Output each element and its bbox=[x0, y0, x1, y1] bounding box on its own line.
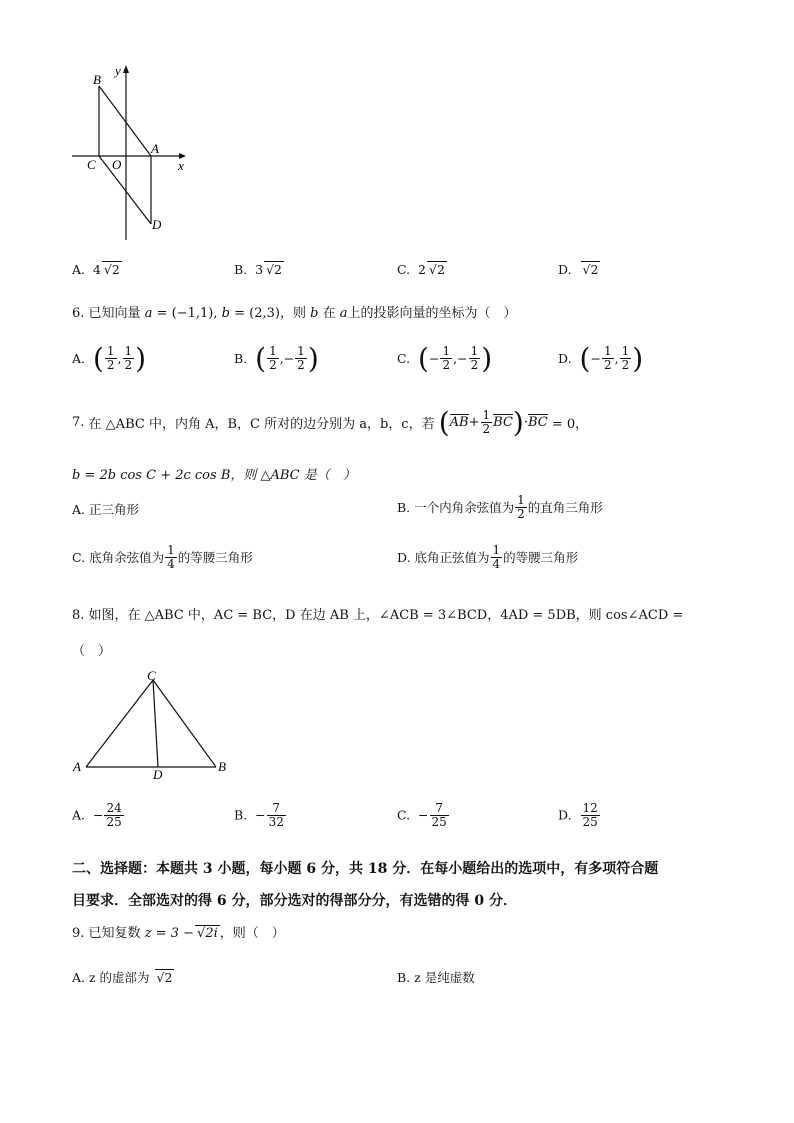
q6-option-d: D. (− $\frac{1}{2}$ , $\frac{1}{2}$ ) bbox=[558, 342, 644, 375]
label-b: B bbox=[93, 72, 101, 87]
section2-line1: 二、选择题：本题共 3 小题，每小题 6 分，共 18 分．在每小题给出的选项中，有多项符合题 bbox=[72, 861, 659, 877]
q7-option-c: C. 底角余弦值为 $\frac{1}{4}$ 的等腰三角形 bbox=[72, 543, 253, 571]
q5-option-a: A. 4 √2 bbox=[72, 262, 120, 277]
figure-coordinate-diagram bbox=[60, 58, 200, 248]
q5-option-b: B. 3 √2 bbox=[234, 262, 282, 277]
q7-stem-line2: b = 2b cos C + 2c cos B，则 △ABC 是（ ） bbox=[72, 468, 356, 483]
label-d: D bbox=[153, 767, 163, 780]
y-axis-arrow-icon bbox=[123, 65, 129, 73]
q8-option-a: A. − $\frac{24}{25}$ bbox=[72, 801, 122, 829]
q6-stem: 6. 已知向量 a = (−1,1), b = (2,3)，则 b 在 a上的投影向量的坐标为（ ） bbox=[72, 306, 517, 321]
label-x: x bbox=[178, 158, 184, 173]
q8-stem-line2: （ ） bbox=[72, 644, 112, 659]
q7-option-b: B. 一个内角余弦值为 $\frac{1}{2}$ 的直角三角形 bbox=[397, 493, 603, 521]
q9-option-a: A. z 的虚部为 √2 bbox=[72, 970, 173, 985]
q7-option-a: A. 正三角形 bbox=[72, 502, 139, 517]
q8-option-b: B. − $\frac{7}{32}$ bbox=[234, 801, 284, 829]
segment-ba bbox=[99, 86, 151, 156]
side-ac bbox=[86, 680, 153, 767]
q8-option-c: C. − $\frac{7}{25}$ bbox=[397, 801, 447, 829]
label-a: A bbox=[151, 141, 159, 156]
sqrt-icon: √2 bbox=[103, 262, 120, 277]
q6-option-b: B. ( $\frac{1}{2}$ ,− $\frac{1}{2}$ ) bbox=[234, 342, 319, 375]
label-a: A bbox=[73, 759, 81, 774]
side-bc bbox=[153, 680, 216, 767]
segment-cd bbox=[153, 680, 158, 767]
label-y: y bbox=[115, 63, 121, 78]
label-c: C bbox=[147, 668, 156, 683]
q8-option-d: D. $\frac{12}{25}$ bbox=[558, 801, 598, 829]
q6-option-a: A. ( $\frac{1}{2}$ , $\frac{1}{2}$ ) bbox=[72, 342, 147, 375]
label-c: C bbox=[87, 157, 96, 172]
figure-triangle-abc bbox=[68, 668, 238, 780]
sqrt-icon: √2 bbox=[429, 262, 445, 277]
q6-option-c: C. (− $\frac{1}{2}$ ,− $\frac{1}{2}$ ) bbox=[397, 342, 493, 375]
q7-stem-line1: 7. 在 △ABC 中，内角 A，B，C 所对的边分别为 a，b，c，若 (AB+ $\frac{1}{2}$ BC)·BC = 0， bbox=[72, 406, 589, 439]
label-b: B bbox=[218, 759, 226, 774]
q5-option-d: D. √2 bbox=[558, 262, 599, 277]
label-o: O bbox=[112, 157, 122, 172]
q5-option-c: C. 2 √2 bbox=[397, 262, 445, 277]
sqrt-icon: √2 bbox=[156, 970, 173, 985]
sqrt-icon: √2i bbox=[197, 926, 218, 941]
label-d: D bbox=[152, 217, 162, 232]
q7-option-d: D. 底角正弦值为 $\frac{1}{4}$ 的等腰三角形 bbox=[397, 543, 579, 571]
segment-cd bbox=[99, 156, 151, 224]
q9-stem: 9. 已知复数 z = 3 − √2i ，则（ ） bbox=[72, 926, 285, 941]
sqrt-icon: √2 bbox=[266, 262, 282, 277]
q9-option-b: B. z 是纯虚数 bbox=[397, 970, 475, 985]
section2-line2: 目要求．全部选对的得 6 分，部分选对的得部分分，有选错的得 0 分． bbox=[72, 893, 517, 909]
q8-stem-line1: 8. 如图，在 △ABC 中，AC = BC，D 在边 AB 上，∠ACB = 3∠BCD，4AD = 5DB，则 cos∠ACD = bbox=[72, 608, 684, 623]
sqrt-icon: √2 bbox=[582, 262, 599, 277]
